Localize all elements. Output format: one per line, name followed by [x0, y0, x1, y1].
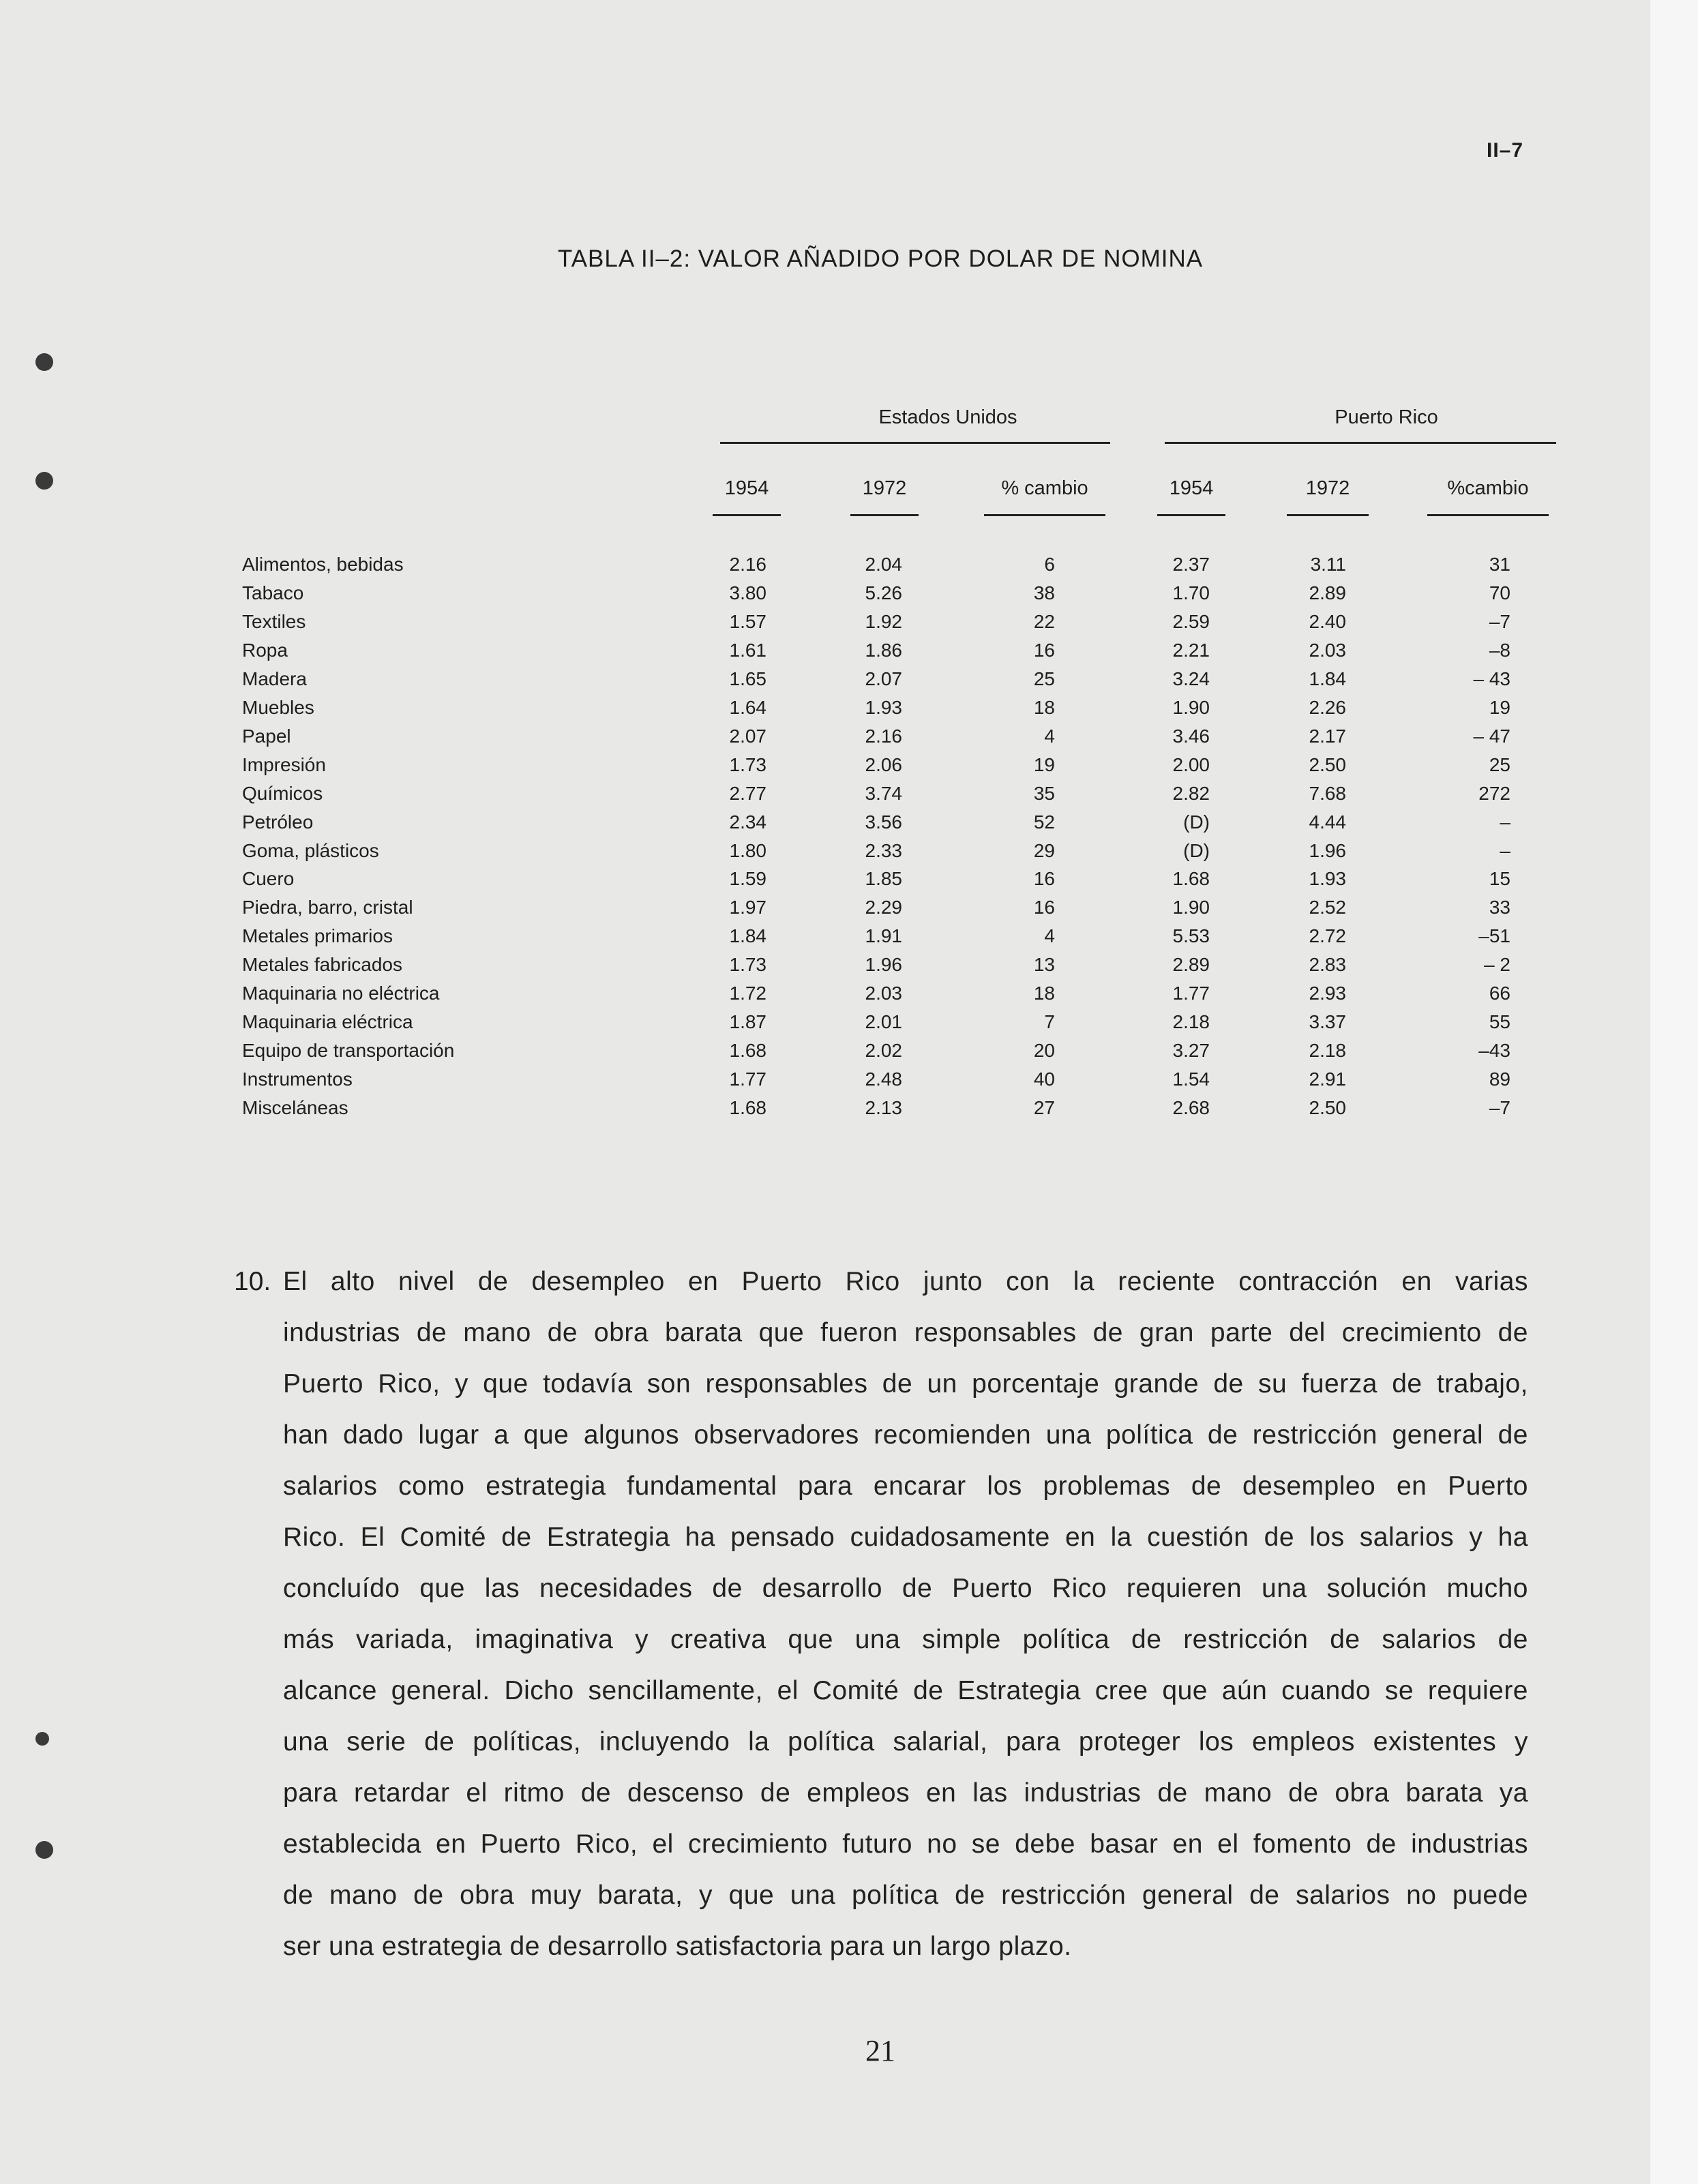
cell-value: 52: [1033, 811, 1055, 833]
column-header: 1972: [1305, 477, 1350, 499]
table-row: [0, 1097, 1698, 1126]
cell-value: 89: [1489, 1068, 1510, 1090]
group-rule-us: [720, 442, 1110, 444]
cell-value: 2.26: [1309, 696, 1346, 718]
cell-value: – 47: [1473, 725, 1510, 747]
group-header-us: Estados Unidos: [878, 406, 1017, 428]
cell-value: (D): [1183, 811, 1210, 833]
row-label: Cuero: [242, 868, 295, 890]
table-row: [0, 783, 1698, 811]
cell-value: 1.96: [1309, 839, 1346, 861]
table-row: [0, 697, 1698, 725]
paragraph-number: 10.: [234, 1267, 271, 1296]
cell-value: 1.92: [865, 610, 902, 632]
cell-value: 2.40: [1309, 610, 1346, 632]
cell-value: 2.59: [1172, 610, 1210, 632]
row-label: Alimentos, bebidas: [242, 554, 404, 575]
cell-value: 55: [1489, 1011, 1510, 1033]
table-title: TABLA II–2: VALOR AÑADIDO POR DOLAR DE NOMINA: [557, 245, 1204, 272]
cell-value: 1.91: [865, 925, 902, 947]
cell-value: 1.80: [729, 839, 766, 861]
paragraph-line: El alto nivel de desempleo en Puerto Rico junto con la reciente contracción en varias: [283, 1267, 1528, 1296]
table-row: [0, 611, 1698, 640]
paragraph-line: industrias de mano de obra barata que fueron responsables de gran parte del crecimiento de: [283, 1318, 1528, 1347]
cell-value: 1.84: [729, 925, 766, 947]
cell-value: 2.37: [1172, 554, 1210, 575]
cell-value: 1.68: [729, 1040, 766, 1062]
column-header: 1972: [862, 477, 907, 499]
cell-value: 1.72: [729, 983, 766, 1004]
cell-value: 1.77: [729, 1068, 766, 1090]
cell-value: 31: [1489, 554, 1510, 575]
cell-value: 2.03: [1309, 639, 1346, 661]
row-label: Goma, plásticos: [242, 839, 379, 861]
cell-value: 272: [1478, 782, 1510, 804]
punch-hole-icon: [35, 472, 53, 490]
cell-value: 1.73: [729, 753, 766, 775]
cell-value: – 2: [1484, 954, 1510, 976]
row-label: Equipo de transportación: [242, 1040, 455, 1062]
cell-value: –7: [1489, 610, 1510, 632]
punch-hole-icon: [35, 1841, 53, 1859]
cell-value: 2.91: [1309, 1068, 1346, 1090]
paragraph-line: para retardar el ritmo de descenso de empleos en las industrias de mano de obra barata ya: [283, 1778, 1528, 1808]
cell-value: 2.34: [729, 811, 766, 833]
cell-value: 2.89: [1309, 582, 1346, 603]
cell-value: 1.70: [1172, 582, 1210, 603]
table-row: [0, 954, 1698, 983]
paragraph-line: Puerto Rico, y que todavía son responsables de un porcentaje grande de su fuerza de trabajo,: [283, 1369, 1528, 1398]
paragraph-line: establecida en Puerto Rico, el crecimiento futuro no se debe basar en el fomento de industrias: [283, 1829, 1528, 1859]
row-label: Piedra, barro, cristal: [242, 897, 413, 918]
cell-value: 3.56: [865, 811, 902, 833]
cell-value: –: [1500, 839, 1510, 861]
cell-value: 27: [1033, 1097, 1055, 1119]
cell-value: 1.68: [729, 1097, 766, 1119]
cell-value: 3.24: [1172, 668, 1210, 689]
cell-value: 2.18: [1309, 1040, 1346, 1062]
table-row: [0, 1068, 1698, 1097]
table-row: [0, 840, 1698, 869]
cell-value: 2.04: [865, 554, 902, 575]
cell-value: 35: [1033, 782, 1055, 804]
cell-value: 38: [1033, 582, 1055, 603]
cell-value: 1.93: [865, 696, 902, 718]
row-label: Metales primarios: [242, 925, 393, 947]
cell-value: 18: [1033, 983, 1055, 1004]
cell-value: 3.37: [1309, 1011, 1346, 1033]
cell-value: 1.73: [729, 954, 766, 976]
cell-value: 1.84: [1309, 668, 1346, 689]
table-row: [0, 1040, 1698, 1068]
paragraph-line: de mano de obra muy barata, y que una política de restricción general de salarios no puede: [283, 1881, 1528, 1910]
table-row: [0, 1011, 1698, 1040]
cell-value: 2.02: [865, 1040, 902, 1062]
cell-value: 1.59: [729, 868, 766, 890]
column-header-rule: [1157, 514, 1225, 516]
table-row: [0, 868, 1698, 897]
row-label: Madera: [242, 668, 307, 689]
cell-value: 2.07: [865, 668, 902, 689]
column-header: % cambio: [1001, 477, 1088, 499]
cell-value: 66: [1489, 983, 1510, 1004]
cell-value: 3.46: [1172, 725, 1210, 747]
cell-value: 7.68: [1309, 782, 1346, 804]
cell-value: 1.54: [1172, 1068, 1210, 1090]
cell-value: 29: [1033, 839, 1055, 861]
cell-value: 2.21: [1172, 639, 1210, 661]
cell-value: –8: [1489, 639, 1510, 661]
cell-value: 6: [1044, 554, 1055, 575]
cell-value: 25: [1489, 753, 1510, 775]
cell-value: 2.83: [1309, 954, 1346, 976]
column-header-rule: [1427, 514, 1549, 516]
cell-value: 1.77: [1172, 983, 1210, 1004]
row-label: Petróleo: [242, 811, 314, 833]
cell-value: 16: [1033, 897, 1055, 918]
cell-value: 13: [1033, 954, 1055, 976]
cell-value: 1.90: [1172, 696, 1210, 718]
cell-value: 2.03: [865, 983, 902, 1004]
paragraph-line: más variada, imaginativa y creativa que una simple política de restricción de salarios de: [283, 1625, 1528, 1654]
cell-value: 2.52: [1309, 897, 1346, 918]
cell-value: 2.16: [729, 554, 766, 575]
cell-value: 2.93: [1309, 983, 1346, 1004]
row-label: Muebles: [242, 696, 314, 718]
cell-value: 1.68: [1172, 868, 1210, 890]
cell-value: 2.33: [865, 839, 902, 861]
cell-value: 2.16: [865, 725, 902, 747]
table-row: [0, 897, 1698, 925]
row-label: Papel: [242, 725, 291, 747]
page-number: 21: [865, 2034, 895, 2067]
row-label: Maquinaria eléctrica: [242, 1011, 413, 1033]
table-row: [0, 668, 1698, 697]
cell-value: 70: [1489, 582, 1510, 603]
row-label: Misceláneas: [242, 1097, 348, 1119]
paragraph: [283, 1256, 1528, 1972]
table-row: [0, 725, 1698, 754]
column-header-rule: [1287, 514, 1369, 516]
cell-value: 2.01: [865, 1011, 902, 1033]
cell-value: 1.97: [729, 897, 766, 918]
cell-value: –43: [1478, 1040, 1510, 1062]
cell-value: – 43: [1473, 668, 1510, 689]
table-row: [0, 754, 1698, 783]
cell-value: 18: [1033, 696, 1055, 718]
column-header: %cambio: [1447, 477, 1529, 499]
cell-value: 16: [1033, 639, 1055, 661]
cell-value: 22: [1033, 610, 1055, 632]
cell-value: 3.27: [1172, 1040, 1210, 1062]
cell-value: –7: [1489, 1097, 1510, 1119]
cell-value: 1.93: [1309, 868, 1346, 890]
table-row: [0, 554, 1698, 582]
cell-value: 16: [1033, 868, 1055, 890]
cell-value: (D): [1183, 839, 1210, 861]
paragraph-line: Rico. El Comité de Estrategia ha pensado cuidadosamente en la cuestión de los salarios y ha: [283, 1523, 1528, 1552]
cell-value: 2.50: [1309, 1097, 1346, 1119]
table-row: [0, 640, 1698, 668]
column-header-rule: [984, 514, 1105, 516]
group-rule-pr: [1165, 442, 1556, 444]
group-header-pr: Puerto Rico: [1335, 406, 1438, 428]
paragraph-line: han dado lugar a que algunos observadores recomienden una política de restricción general de: [283, 1420, 1528, 1450]
table-row: [0, 582, 1698, 611]
cell-value: 1.64: [729, 696, 766, 718]
cell-value: 2.00: [1172, 753, 1210, 775]
column-header-rule: [850, 514, 919, 516]
cell-value: 1.86: [865, 639, 902, 661]
row-label: Textiles: [242, 610, 306, 632]
cell-value: 2.50: [1309, 753, 1346, 775]
cell-value: 1.85: [865, 868, 902, 890]
row-label: Metales fabricados: [242, 954, 403, 976]
table-row: [0, 925, 1698, 954]
paragraph-line: una serie de políticas, incluyendo la política salarial, para proteger los empleos existentes y: [283, 1727, 1528, 1756]
cell-value: 2.06: [865, 753, 902, 775]
cell-value: 3.80: [729, 582, 766, 603]
table-row: [0, 811, 1698, 840]
cell-value: 2.13: [865, 1097, 902, 1119]
cell-value: 7: [1044, 1011, 1055, 1033]
cell-value: 20: [1033, 1040, 1055, 1062]
paragraph-line: concluído que las necesidades de desarrollo de Puerto Rico requieren una solución mucho: [283, 1574, 1528, 1603]
row-label: Químicos: [242, 782, 323, 804]
paragraph-line: salarios como estrategia fundamental para encarar los problemas de desempleo en Puerto: [283, 1471, 1528, 1501]
punch-hole-icon: [35, 1732, 49, 1746]
cell-value: 2.89: [1172, 954, 1210, 976]
cell-value: 4: [1044, 725, 1055, 747]
cell-value: 5.53: [1172, 925, 1210, 947]
cell-value: 1.61: [729, 639, 766, 661]
cell-value: 25: [1033, 668, 1055, 689]
page-reference: II–7: [1487, 139, 1524, 162]
cell-value: –: [1500, 811, 1510, 833]
cell-value: 3.74: [865, 782, 902, 804]
cell-value: 33: [1489, 897, 1510, 918]
cell-value: 1.57: [729, 610, 766, 632]
cell-value: 2.18: [1172, 1011, 1210, 1033]
paragraph-line: alcance general. Dicho sencillamente, el Comité de Estrategia cree que aún cuando se requiere: [283, 1676, 1528, 1705]
cell-value: 2.29: [865, 897, 902, 918]
column-header: 1954: [1169, 477, 1214, 499]
cell-value: 2.17: [1309, 725, 1346, 747]
cell-value: 1.87: [729, 1011, 766, 1033]
cell-value: 19: [1033, 753, 1055, 775]
cell-value: 5.26: [865, 582, 902, 603]
cell-value: 2.07: [729, 725, 766, 747]
cell-value: 2.68: [1172, 1097, 1210, 1119]
cell-value: 40: [1033, 1068, 1055, 1090]
cell-value: 15: [1489, 868, 1510, 890]
row-label: Ropa: [242, 639, 288, 661]
cell-value: 4: [1044, 925, 1055, 947]
cell-value: 2.77: [729, 782, 766, 804]
cell-value: 19: [1489, 696, 1510, 718]
cell-value: 2.82: [1172, 782, 1210, 804]
row-label: Instrumentos: [242, 1068, 353, 1090]
row-label: Tabaco: [242, 582, 304, 603]
cell-value: 2.72: [1309, 925, 1346, 947]
column-header: 1954: [724, 477, 769, 499]
cell-value: –51: [1478, 925, 1510, 947]
cell-value: 3.11: [1310, 554, 1346, 575]
paragraph-line: ser una estrategia de desarrollo satisfactoria para un largo plazo.: [283, 1932, 1072, 1961]
cell-value: 1.96: [865, 954, 902, 976]
row-label: Impresión: [242, 753, 326, 775]
column-header-rule: [713, 514, 781, 516]
cell-value: 4.44: [1309, 811, 1346, 833]
row-label: Maquinaria no eléctrica: [242, 983, 440, 1004]
table-row: [0, 983, 1698, 1011]
cell-value: 1.90: [1172, 897, 1210, 918]
punch-hole-icon: [35, 353, 53, 371]
cell-value: 1.65: [729, 668, 766, 689]
cell-value: 2.48: [865, 1068, 902, 1090]
